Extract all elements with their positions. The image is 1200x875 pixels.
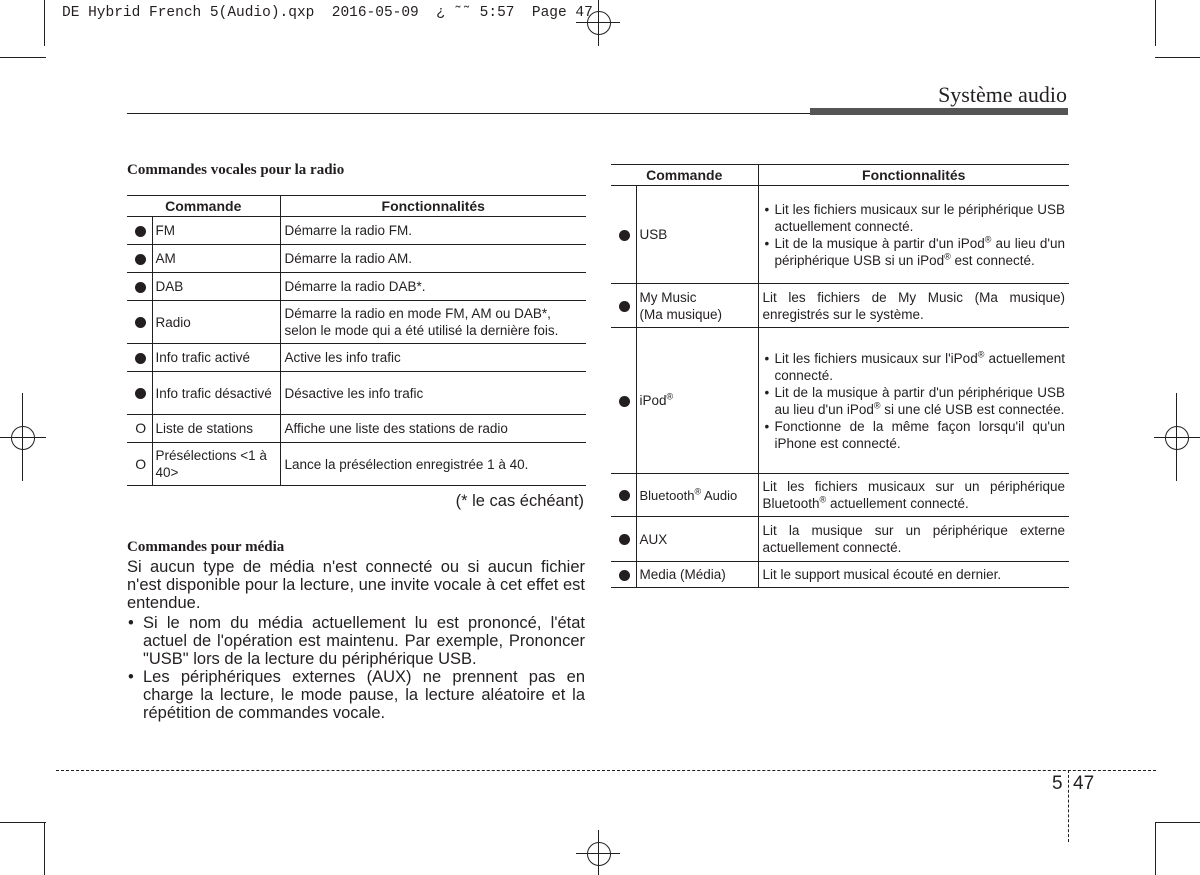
crop-mark bbox=[44, 0, 45, 46]
list-item: • Les périphériques externes (AUX) ne prennent pas en charge la lecture, le mode pause, la lecture aléatoire et la répétition de commandes vocale. bbox=[143, 668, 585, 722]
command-cell: Info trafic activé bbox=[152, 344, 280, 372]
command-cell: AUX bbox=[636, 517, 758, 562]
command-cell: Info trafic désactivé bbox=[152, 372, 280, 415]
command-cell: DAB bbox=[152, 273, 280, 301]
function-cell: Lit les fichiers de My Music (Ma musique) enregistrés sur le système. bbox=[758, 284, 1069, 328]
list-item: • Si le nom du média actuellement lu est prononcé, l'état actuel de l'opération est maintenu. Par exemple, Prononcer "USB" lors de la lecture du périphérique USB. bbox=[143, 614, 585, 668]
registration-mark-cross bbox=[1154, 437, 1200, 438]
column-header-command: Commande bbox=[611, 165, 758, 186]
bullet-marker bbox=[619, 230, 630, 241]
footnote: (* le cas échéant) bbox=[455, 492, 584, 510]
footer-dashed-rule bbox=[56, 770, 1156, 771]
command-cell: Liste de stations bbox=[152, 415, 280, 443]
column-header-command: Commande bbox=[127, 196, 280, 217]
function-cell: Lance la présélection enregistrée 1 à 40. bbox=[280, 443, 586, 486]
function-cell bbox=[758, 186, 1069, 284]
function-cell: Démarre la radio en mode FM, AM ou DAB*, selon le mode qui a été utilisé la dernière fois. bbox=[280, 301, 586, 344]
list-item: • Lit les fichiers musicaux sur le périphérique USB actuellement connecté. bbox=[775, 201, 1066, 235]
command-cell: Radio bbox=[152, 301, 280, 344]
function-cell: Démarre la radio AM. bbox=[280, 245, 586, 273]
registration-mark-cross bbox=[576, 22, 620, 23]
bullet-marker bbox=[619, 570, 630, 581]
column-header-function: Fonctionnalités bbox=[280, 196, 586, 217]
registration-mark bbox=[587, 842, 611, 866]
command-cell: Présélections <1 à 40> bbox=[152, 443, 280, 486]
function-cell: Lit les fichiers musicaux sur un périphérique Bluetooth® actuellement connecté. bbox=[758, 474, 1069, 517]
registration-mark bbox=[587, 11, 611, 35]
table-row bbox=[611, 562, 1069, 588]
table-row bbox=[611, 328, 1069, 474]
table-row bbox=[127, 443, 586, 486]
table-row bbox=[127, 273, 586, 301]
registered-mark: ® bbox=[873, 400, 881, 410]
registration-mark bbox=[1165, 426, 1189, 450]
radio-commands-table bbox=[127, 195, 586, 486]
table-row bbox=[127, 344, 586, 372]
registered-mark: ® bbox=[666, 391, 674, 402]
registration-mark bbox=[11, 426, 35, 450]
crop-mark bbox=[0, 57, 46, 58]
bullet-marker bbox=[135, 282, 146, 293]
list-item: • Fonctionne de la même façon lorsqu'il qu'un iPhone est connecté. bbox=[775, 418, 1066, 452]
media-heading: Commandes pour média bbox=[127, 539, 285, 555]
chapter-number: 5 bbox=[1052, 773, 1063, 794]
optional-marker: O bbox=[135, 455, 147, 472]
header-rule bbox=[127, 113, 810, 114]
registered-mark: ® bbox=[977, 349, 985, 359]
bullet-marker bbox=[619, 490, 630, 501]
media-commands-table bbox=[611, 164, 1069, 588]
command-cell: USB bbox=[636, 186, 758, 284]
registration-mark-cross bbox=[576, 853, 620, 854]
crop-mark bbox=[1155, 0, 1156, 46]
list-item: • Lit de la musique à partir d'un iPod® au lieu d'un périphérique USB si un iPod® est connecté. bbox=[775, 235, 1066, 269]
table-row bbox=[611, 517, 1069, 562]
registered-mark: ® bbox=[944, 251, 951, 261]
table-row bbox=[127, 372, 586, 415]
function-cell: Affiche une liste des stations de radio bbox=[280, 415, 586, 443]
table-row bbox=[611, 186, 1069, 284]
table-row bbox=[127, 301, 586, 344]
crop-mark bbox=[0, 822, 46, 823]
bullet-marker bbox=[619, 301, 630, 312]
media-bullet-list bbox=[127, 614, 585, 722]
crop-mark bbox=[1155, 822, 1156, 875]
function-cell: Démarre la radio DAB*. bbox=[280, 273, 586, 301]
function-cell: Lit le support musical écouté en dernier. bbox=[758, 562, 1069, 588]
section-title: Système audio bbox=[938, 82, 1067, 107]
bullet-marker bbox=[135, 388, 146, 399]
table-row bbox=[127, 217, 586, 245]
bullet-marker bbox=[135, 353, 146, 364]
function-cell: Désactive les info trafic bbox=[280, 372, 586, 415]
print-slug: DE Hybrid French 5(Audio).qxp 2016-05-09 ¿ ˜˜ 5:57 Page 47 bbox=[62, 5, 593, 21]
table-row bbox=[127, 415, 586, 443]
registered-mark: ® bbox=[694, 486, 702, 497]
optional-marker: O bbox=[135, 420, 147, 437]
registered-mark: ® bbox=[819, 494, 827, 505]
bullet-marker bbox=[135, 317, 146, 328]
list-item: • Lit les fichiers musicaux sur l'iPod® actuellement connecté. bbox=[775, 350, 1066, 384]
crop-mark bbox=[1155, 57, 1200, 58]
crop-mark bbox=[44, 822, 45, 875]
radio-heading: Commandes vocales pour la radio bbox=[127, 162, 345, 178]
bullet-marker bbox=[135, 226, 146, 237]
page-number: 47 bbox=[1073, 773, 1095, 794]
footer-dashed-divider bbox=[1068, 770, 1069, 842]
list-item: • Lit de la musique à partir d'un périphérique USB au lieu d'un iPod® si une clé USB est connectée. bbox=[775, 384, 1066, 418]
function-cell: Démarre la radio FM. bbox=[280, 217, 586, 245]
command-cell: AM bbox=[152, 245, 280, 273]
bullet-marker bbox=[135, 254, 146, 265]
registration-mark-cross bbox=[0, 437, 46, 438]
command-cell: iPod® bbox=[636, 328, 758, 474]
bullet-marker bbox=[619, 396, 630, 407]
header-bar bbox=[810, 108, 1068, 115]
function-cell: Active les info trafic bbox=[280, 344, 586, 372]
registration-mark-cross bbox=[598, 0, 599, 46]
column-header-function: Fonctionnalités bbox=[758, 165, 1069, 186]
media-intro: Si aucun type de média n'est connecté ou si aucun fichier n'est disponible pour la lecture, une invite vocale à cet effet est entendue. bbox=[127, 558, 585, 612]
command-cell: Bluetooth® Audio bbox=[636, 474, 758, 517]
table-row bbox=[611, 474, 1069, 517]
function-cell bbox=[758, 328, 1069, 474]
command-cell: My Music (Ma musique) bbox=[636, 284, 758, 328]
command-cell: FM bbox=[152, 217, 280, 245]
table-row bbox=[611, 284, 1069, 328]
bullet-marker bbox=[619, 534, 630, 545]
table-row bbox=[127, 245, 586, 273]
command-cell: Media (Média) bbox=[636, 562, 758, 588]
function-cell: Lit la musique sur un périphérique externe actuellement connecté. bbox=[758, 517, 1069, 562]
crop-mark bbox=[1155, 822, 1200, 823]
registered-mark: ® bbox=[984, 234, 992, 244]
